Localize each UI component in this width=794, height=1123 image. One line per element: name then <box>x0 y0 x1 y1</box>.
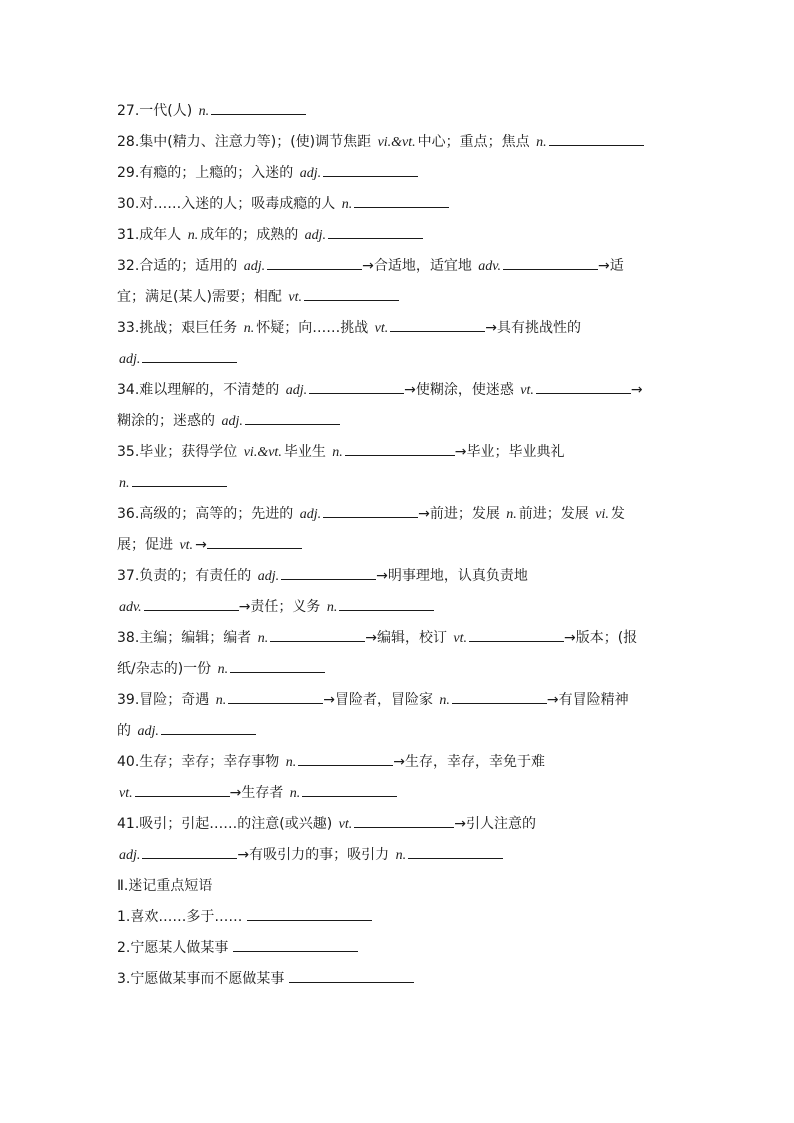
answer-blank[interactable] <box>549 131 644 146</box>
worksheet-line <box>117 530 679 561</box>
worksheet-line <box>117 251 679 282</box>
worksheet-line <box>117 561 679 592</box>
answer-blank[interactable] <box>228 689 323 704</box>
answer-blank[interactable] <box>323 162 418 177</box>
line-text: 39.冒险；奇遇 <box>117 692 214 708</box>
answer-blank[interactable] <box>452 689 547 704</box>
arrow-icon: → <box>229 785 242 801</box>
line-text: 怀疑；向……挑战 <box>256 320 373 336</box>
arrow-icon: → <box>454 444 467 460</box>
arrow-icon: → <box>323 692 335 708</box>
answer-blank[interactable] <box>281 565 376 580</box>
line-text: 纸/杂志的)一份 <box>117 661 216 677</box>
line-text: Ⅱ.迷记重点短语 <box>117 878 213 894</box>
part-of-speech-label: n. <box>198 104 210 119</box>
worksheet-line <box>117 809 679 840</box>
part-of-speech-label: adj. <box>285 383 308 398</box>
answer-blank[interactable] <box>245 410 340 425</box>
line-text: 的 <box>117 723 136 739</box>
part-of-speech-label: adj. <box>221 414 243 429</box>
part-of-speech-label: vt. <box>338 817 353 832</box>
answer-blank[interactable] <box>408 844 503 859</box>
part-of-speech-label: n. <box>119 476 130 491</box>
part-of-speech-label: vt. <box>453 631 468 646</box>
part-of-speech-label: adj. <box>304 228 327 243</box>
arrow-icon: → <box>362 258 374 274</box>
line-text: 前进；发展 <box>429 506 505 522</box>
arrow-icon: → <box>238 599 251 615</box>
part-of-speech-label: n. <box>257 631 269 646</box>
answer-blank[interactable] <box>207 534 302 549</box>
line-text: 38.主编；编辑；编者 <box>117 630 256 646</box>
worksheet-page <box>117 96 679 995</box>
answer-blank[interactable] <box>390 317 485 332</box>
part-of-speech-label: adj. <box>257 569 280 584</box>
line-text: 生存，幸存，幸免于难 <box>404 754 545 770</box>
line-text: 有吸引力的事；吸引力 <box>249 847 394 863</box>
line-text: 冒险者，冒险家 <box>334 692 438 708</box>
line-text: 1.喜欢……多于…… <box>117 909 247 925</box>
line-text: 28.集中(精力、注意力等)；(使)调节焦距 <box>117 134 376 150</box>
arrow-icon: → <box>454 816 466 832</box>
part-of-speech-label: adj. <box>243 259 266 274</box>
part-of-speech-label: n. <box>215 693 227 708</box>
line-text: 3.宁愿做某事而不愿做某事 <box>117 971 289 987</box>
arrow-icon: → <box>597 258 610 274</box>
worksheet-line <box>117 220 679 251</box>
part-of-speech-label: vt. <box>119 786 133 801</box>
worksheet-line <box>117 871 679 902</box>
line-text: 生存者 <box>241 785 288 801</box>
worksheet-line <box>117 437 679 468</box>
part-of-speech-label: vt. <box>179 538 194 553</box>
line-text: 发 <box>610 506 625 522</box>
part-of-speech-label: n. <box>439 693 450 708</box>
line-text: 41.吸引；引起……的注意(或兴趣) <box>117 816 337 832</box>
arrow-icon: → <box>418 506 430 522</box>
worksheet-line <box>117 592 679 623</box>
part-of-speech-label: n. <box>187 228 199 243</box>
arrow-icon: → <box>365 630 377 646</box>
line-text: 展；促进 <box>117 537 178 553</box>
worksheet-line <box>117 406 679 437</box>
answer-blank[interactable] <box>309 379 404 394</box>
answer-blank[interactable] <box>302 782 397 797</box>
arrow-icon: → <box>195 537 207 553</box>
worksheet-line <box>117 158 679 189</box>
line-text: 责任；义务 <box>250 599 325 615</box>
part-of-speech-label: n. <box>289 786 301 801</box>
line-text: 明事理地，认真负责地 <box>387 568 528 584</box>
answer-blank[interactable] <box>289 968 414 983</box>
worksheet-line <box>117 499 679 530</box>
line-text: 36.高级的；高等的；先进的 <box>117 506 298 522</box>
line-text: 编辑，校订 <box>376 630 452 646</box>
part-of-speech-label: adj. <box>119 352 141 367</box>
part-of-speech-label: adj. <box>119 848 141 863</box>
answer-blank[interactable] <box>267 255 362 270</box>
part-of-speech-label: n. <box>326 600 338 615</box>
worksheet-line <box>117 778 679 809</box>
worksheet-line <box>117 747 679 778</box>
answer-blank[interactable] <box>211 100 306 115</box>
answer-blank[interactable] <box>233 937 358 952</box>
part-of-speech-label: vt. <box>520 383 534 398</box>
answer-blank[interactable] <box>144 596 239 611</box>
answer-blank[interactable] <box>339 596 434 611</box>
part-of-speech-label: n. <box>285 755 297 770</box>
arrow-icon: → <box>393 754 405 770</box>
worksheet-line <box>117 840 679 871</box>
answer-blank[interactable] <box>304 286 399 301</box>
answer-blank[interactable] <box>354 813 454 828</box>
answer-blank[interactable] <box>247 906 372 921</box>
line-text: 具有挑战性的 <box>497 320 582 336</box>
arrow-icon: → <box>376 568 388 584</box>
part-of-speech-label: n. <box>536 135 547 150</box>
part-of-speech-label: vt. <box>288 290 302 305</box>
line-text: 合适地，适宜地 <box>373 258 477 274</box>
line-text: 中心；重点；焦点 <box>417 134 535 150</box>
worksheet-line <box>117 902 679 933</box>
part-of-speech-label: n. <box>395 848 407 863</box>
arrow-icon: → <box>546 692 559 708</box>
part-of-speech-label: adj. <box>299 166 322 181</box>
answer-blank[interactable] <box>323 503 418 518</box>
part-of-speech-label: n. <box>243 321 255 336</box>
line-text: 37.负责的；有责任的 <box>117 568 256 584</box>
part-of-speech-label: adv. <box>478 259 501 274</box>
answer-blank[interactable] <box>469 627 564 642</box>
arrow-icon: → <box>237 847 250 863</box>
worksheet-line <box>117 127 679 158</box>
part-of-speech-label: adj. <box>299 507 322 522</box>
answer-blank[interactable] <box>161 720 256 735</box>
answer-blank[interactable] <box>354 193 449 208</box>
answer-blank[interactable] <box>142 844 237 859</box>
line-text: 33.挑战；艰巨任务 <box>117 320 242 336</box>
line-text: 31.成年人 <box>117 227 186 243</box>
line-text: 2.宁愿某人做某事 <box>117 940 233 956</box>
line-text: 32.合适的；适用的 <box>117 258 242 274</box>
part-of-speech-label: vi.&vt. <box>377 135 416 150</box>
worksheet-line <box>117 468 679 499</box>
answer-blank[interactable] <box>328 224 423 239</box>
worksheet-line <box>117 964 679 995</box>
line-text: 使糊涂，使迷惑 <box>415 382 519 398</box>
line-text: 版本；(报 <box>575 630 638 646</box>
line-text: 40.生存；幸存；幸存事物 <box>117 754 284 770</box>
answer-blank[interactable] <box>503 255 598 270</box>
line-text: 34.难以理解的，不清楚的 <box>117 382 284 398</box>
worksheet-line <box>117 344 679 375</box>
part-of-speech-label: n. <box>341 197 353 212</box>
part-of-speech-label: n. <box>217 662 229 677</box>
part-of-speech-label: vi.&vt. <box>243 445 282 460</box>
arrow-icon: → <box>564 630 576 646</box>
answer-blank[interactable] <box>132 472 227 487</box>
worksheet-line <box>117 933 679 964</box>
part-of-speech-label: adv. <box>119 600 142 615</box>
worksheet-line <box>117 189 679 220</box>
part-of-speech-label: vt. <box>374 321 389 336</box>
line-text: 糊涂的；迷惑的 <box>117 413 220 429</box>
arrow-icon: → <box>485 320 498 336</box>
line-text: 27.一代(人) <box>117 103 197 119</box>
line-text: 宜；满足(某人)需要；相配 <box>117 289 287 305</box>
line-text: 前进；发展 <box>518 506 594 522</box>
worksheet-line <box>117 654 679 685</box>
line-text: 29.有瘾的；上瘾的；入迷的 <box>117 165 298 181</box>
line-text: 毕业；毕业典礼 <box>466 444 565 460</box>
answer-blank[interactable] <box>142 348 237 363</box>
line-text: 30.对……入迷的人；吸毒成瘾的人 <box>117 196 340 212</box>
part-of-speech-label: n. <box>506 507 517 522</box>
line-text: 成年的；成熟的 <box>200 227 303 243</box>
answer-blank[interactable] <box>298 751 393 766</box>
answer-blank[interactable] <box>135 782 230 797</box>
worksheet-line <box>117 282 679 313</box>
line-text: 适 <box>609 258 624 274</box>
line-text: 35.毕业；获得学位 <box>117 444 242 460</box>
line-text: 引人注意的 <box>465 816 536 832</box>
worksheet-line <box>117 685 679 716</box>
part-of-speech-label: vi. <box>595 507 609 522</box>
arrow-icon: → <box>404 382 416 398</box>
line-text: 有冒险精神 <box>558 692 629 708</box>
answer-blank[interactable] <box>230 658 325 673</box>
answer-blank[interactable] <box>536 379 631 394</box>
arrow-icon: → <box>630 382 643 398</box>
part-of-speech-label: adj. <box>137 724 159 739</box>
part-of-speech-label: n. <box>332 445 343 460</box>
line-text: 毕业生 <box>283 444 331 460</box>
worksheet-line <box>117 716 679 747</box>
worksheet-line <box>117 313 679 344</box>
answer-blank[interactable] <box>270 627 365 642</box>
worksheet-line <box>117 96 679 127</box>
worksheet-line <box>117 623 679 654</box>
worksheet-line <box>117 375 679 406</box>
answer-blank[interactable] <box>345 441 455 456</box>
